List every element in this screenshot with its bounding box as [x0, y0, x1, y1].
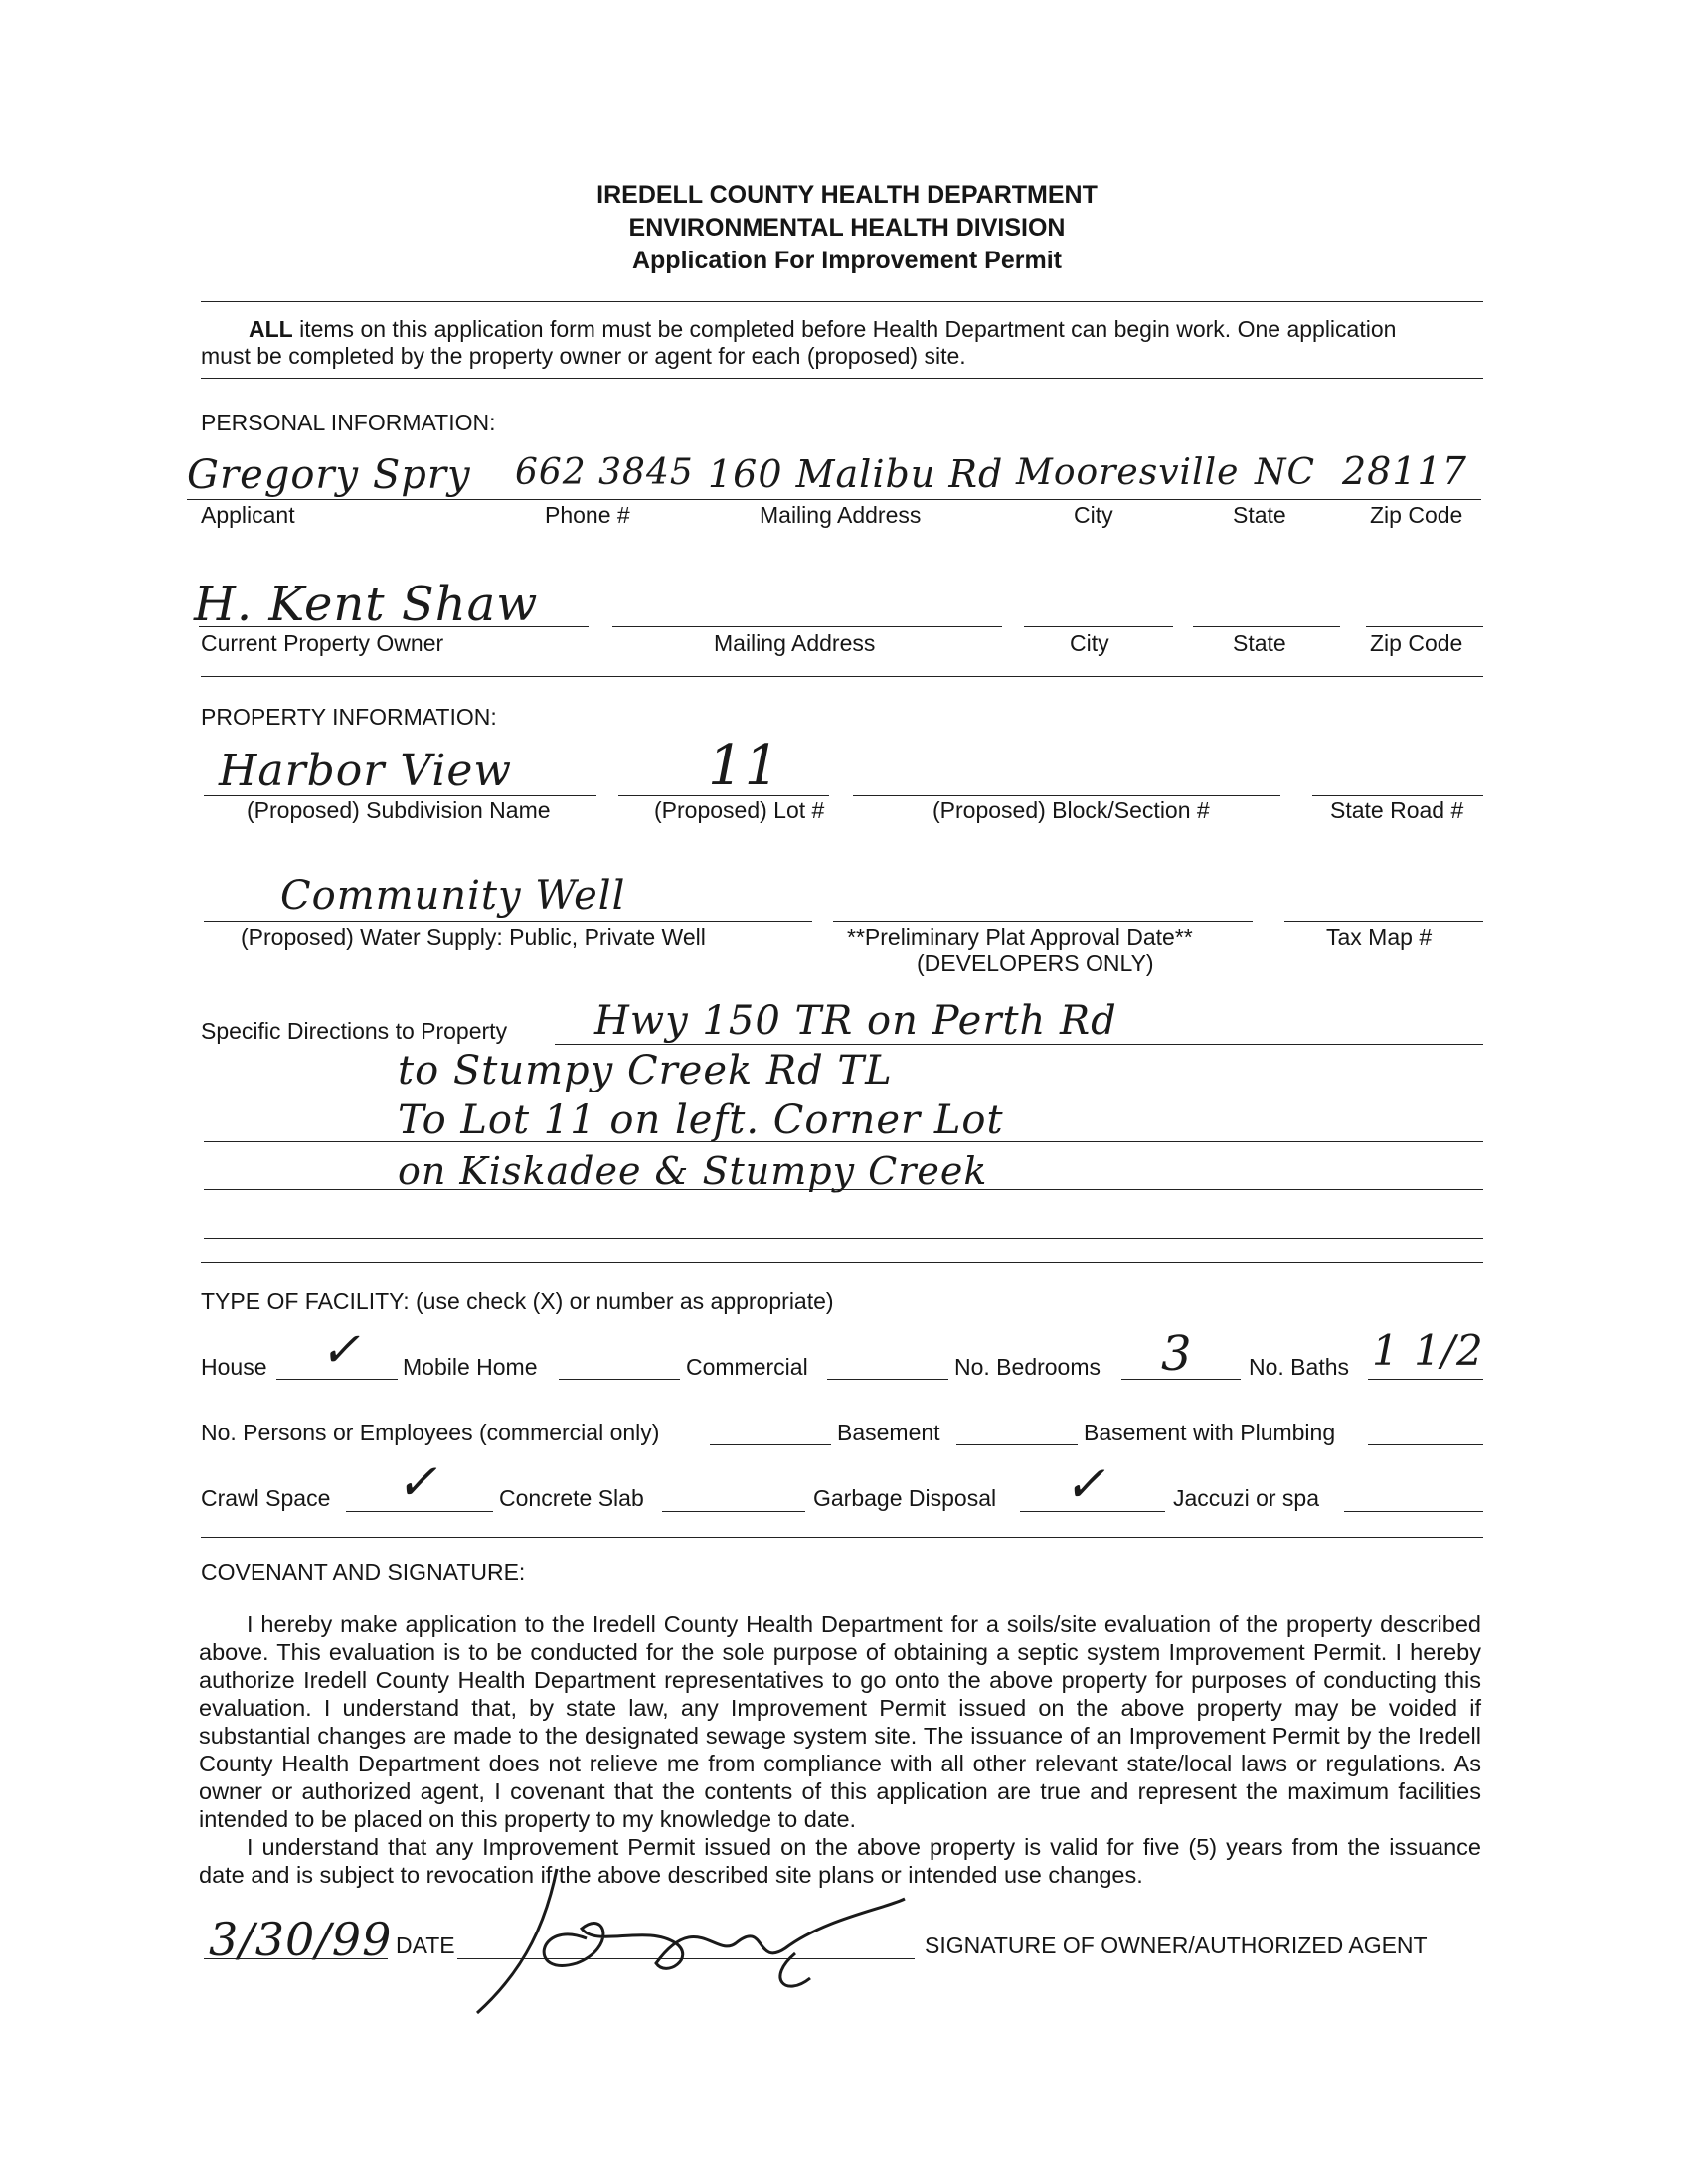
crawl-line	[346, 1511, 493, 1512]
plat-sub-label: (DEVELOPERS ONLY)	[917, 950, 1154, 976]
covenant-paragraph-2: I understand that any Improvement Permit issued on the above property is valid for five (5) years from the issuance date and is subject to revocation if the above described site plans or intended use changes.	[199, 1834, 1481, 1888]
lot-label: (Proposed) Lot #	[654, 797, 825, 823]
directions-line-5	[204, 1238, 1483, 1239]
state-label: State	[1233, 502, 1286, 528]
crawl-label: Crawl Space	[201, 1485, 331, 1511]
owner-city-label: City	[1070, 630, 1109, 656]
directions-text-2: to Stumpy Creek Rd TL	[398, 1048, 893, 1093]
owner-state-label: State	[1233, 630, 1286, 656]
date-line	[204, 1958, 388, 1959]
covenant-text	[199, 1610, 1481, 1889]
owner-zip-label: Zip Code	[1370, 630, 1463, 656]
basement-line	[956, 1444, 1078, 1445]
property-heading: PROPERTY INFORMATION:	[201, 704, 497, 730]
directions-text-3: To Lot 11 on left. Corner Lot	[398, 1097, 1004, 1143]
baths-label: No. Baths	[1249, 1354, 1349, 1380]
notice-line-1: ALL items on this application form must be completed before Health Department can begin work. One application	[249, 316, 1397, 342]
slab-label: Concrete Slab	[499, 1485, 644, 1511]
subdivision-label: (Proposed) Subdivision Name	[247, 797, 551, 823]
plat-label: **Preliminary Plat Approval Date**	[847, 924, 1193, 950]
basement-plumbing-line	[1368, 1444, 1483, 1445]
water-label: (Proposed) Water Supply: Public, Private Well	[241, 924, 706, 950]
rule	[201, 378, 1483, 379]
rule	[201, 676, 1483, 677]
mailing-value: 160 Malibu Rd	[708, 452, 1004, 496]
water-value: Community Well	[280, 873, 626, 919]
lot-value: 11	[708, 734, 781, 798]
plat-line	[833, 921, 1253, 922]
owner-zip-line	[1366, 626, 1483, 627]
baths-value: 1 1/2	[1372, 1326, 1484, 1375]
owner-label: Current Property Owner	[201, 630, 444, 656]
road-label: State Road #	[1330, 797, 1464, 823]
city-label: City	[1074, 502, 1113, 528]
commercial-label: Commercial	[686, 1354, 808, 1380]
rule	[201, 1537, 1483, 1538]
state-value: NC	[1255, 452, 1316, 493]
directions-line-1	[555, 1044, 1483, 1045]
mobile-label: Mobile Home	[403, 1354, 538, 1380]
persons-label: No. Persons or Employees (commercial only)	[201, 1420, 660, 1445]
jacuzzi-line	[1344, 1511, 1483, 1512]
directions-text-1: Hwy 150 TR on Perth Rd	[594, 998, 1117, 1044]
phone-value: 662 3845	[515, 452, 694, 493]
basement-label: Basement	[837, 1420, 940, 1445]
owner-state-line	[1193, 626, 1340, 627]
house-check: ✓	[320, 1322, 362, 1378]
applicant-line	[187, 499, 1481, 500]
rule	[201, 301, 1483, 302]
applicant-value: Gregory Spry	[187, 452, 471, 498]
slab-line	[662, 1511, 805, 1512]
road-line	[1312, 795, 1483, 796]
signature-label: SIGNATURE OF OWNER/AUTHORIZED AGENT	[925, 1932, 1428, 1958]
owner-line	[199, 626, 589, 627]
date-value: 3/30/99	[209, 1913, 393, 1966]
subdivision-line	[204, 795, 596, 796]
covenant-paragraph-1: I hereby make application to the Iredell County Health Department for a soils/site evaluation of the property described above. This evaluation is to be conducted for the sole purpose of obtaining a septic system Improvement Permit. I hereby authorize Iredell County Health Department representatives to go onto the above property for purposes of conducting this evaluation. I understand that, by state law, any Improvement Permit issued on the above property may be voided if substantial changes are made to the designated sewage system site. The issuance of an Improvement Permit by the Iredell County Health Department does not relieve me from compliance with all other relevant state/local laws or regulations. As owner or authorized agent, I covenant that the contents of this application are true and represent the maximum facilities intended to be placed on this property to my knowledge to date.	[199, 1611, 1481, 1832]
zip-label: Zip Code	[1370, 502, 1463, 528]
owner-city-line	[1024, 626, 1173, 627]
persons-line	[710, 1444, 831, 1445]
block-line	[853, 795, 1280, 796]
water-line	[204, 921, 812, 922]
owner-value: H. Kent Shaw	[194, 577, 539, 632]
basement-plumbing-label: Basement with Plumbing	[1084, 1420, 1336, 1445]
crawl-check: ✓	[396, 1453, 438, 1511]
jacuzzi-label: Jaccuzi or spa	[1173, 1485, 1320, 1511]
covenant-heading: COVENANT AND SIGNATURE:	[201, 1559, 526, 1585]
mailing-label: Mailing Address	[760, 502, 922, 528]
baths-line	[1368, 1379, 1483, 1380]
notice-line-2: must be completed by the property owner or agent for each (proposed) site.	[201, 343, 966, 369]
garbage-label: Garbage Disposal	[813, 1485, 997, 1511]
city-value: Mooresville	[1016, 452, 1240, 493]
taxmap-label: Tax Map #	[1326, 924, 1433, 950]
signature-mark	[467, 1849, 925, 2018]
applicant-label: Applicant	[201, 502, 295, 528]
header-title-3: Application For Improvement Permit	[631, 247, 1062, 274]
commercial-line	[827, 1379, 948, 1380]
owner-mailing-line	[612, 626, 1002, 627]
date-label: DATE	[396, 1932, 455, 1958]
zip-value: 28117	[1342, 449, 1467, 493]
directions-text-4: on Kiskadee & Stumpy Creek	[398, 1149, 988, 1193]
directions-label: Specific Directions to Property	[201, 1018, 508, 1044]
garbage-check: ✓	[1064, 1455, 1106, 1513]
block-label: (Proposed) Block/Section #	[932, 797, 1210, 823]
header-title-2: ENVIRONMENTAL HEALTH DIVISION	[628, 214, 1066, 242]
bedrooms-value: 3	[1161, 1326, 1193, 1382]
personal-heading: PERSONAL INFORMATION:	[201, 410, 496, 435]
phone-label: Phone #	[545, 502, 630, 528]
mobile-line	[559, 1379, 680, 1380]
owner-mailing-label: Mailing Address	[714, 630, 876, 656]
facility-heading: TYPE OF FACILITY: (use check (X) or number as appropriate)	[201, 1288, 834, 1314]
rule	[201, 1262, 1483, 1263]
lot-line	[618, 795, 829, 796]
house-line	[276, 1379, 398, 1380]
subdivision-value: Harbor View	[219, 746, 513, 796]
house-label: House	[201, 1354, 267, 1380]
taxmap-line	[1284, 921, 1483, 922]
header-title-1: IREDELL COUNTY HEALTH DEPARTMENT	[596, 181, 1098, 209]
bedrooms-label: No. Bedrooms	[954, 1354, 1101, 1380]
